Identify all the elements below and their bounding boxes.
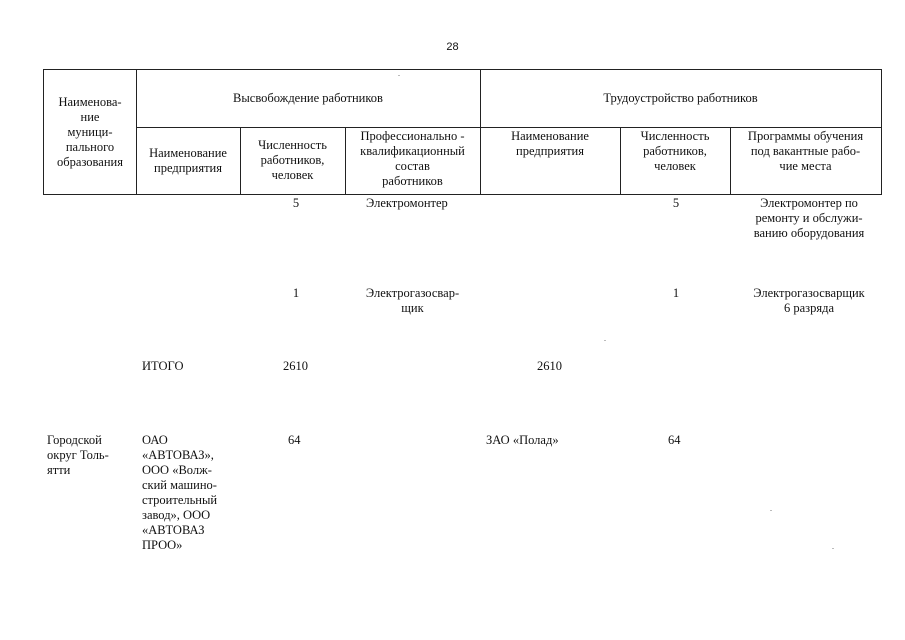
header-employment-enterprise: Наименование предприятия xyxy=(511,129,589,158)
header-employment-group: Трудоустройство работников xyxy=(603,91,758,105)
scan-speck xyxy=(604,340,606,341)
header-programs: Программы обучения под вакантные рабо- чие места xyxy=(747,129,864,173)
qualification-cell: Электромонтер xyxy=(366,196,448,210)
header-release-enterprise: Наименование предприятия xyxy=(149,145,227,175)
total-label: ИТОГО xyxy=(142,359,184,373)
release-enterprise-cell: ОАО «АВТОВАЗ», ООО «Волж- ский машино- строительный завод», ООО «АВТОВАЗ ПРОО» xyxy=(142,433,218,552)
release-count-cell: 5 xyxy=(292,196,300,210)
employment-count-cell: 64 xyxy=(668,433,681,447)
employment-total-count: 2610 xyxy=(537,359,562,373)
employment-count-cell: 5 xyxy=(672,196,680,210)
release-count-cell: 1 xyxy=(292,286,300,300)
header-release-group: Высвобождение работников xyxy=(233,91,383,105)
release-count-cell: 64 xyxy=(288,433,301,447)
page-number: 28 xyxy=(446,41,459,53)
municipality-cell: Городской округ Толь- ятти xyxy=(47,433,109,477)
release-total-count: 2610 xyxy=(283,359,308,373)
scan-speck xyxy=(832,548,834,549)
employment-enterprise-cell: ЗАО «Полад» xyxy=(486,433,559,447)
program-cell: Электромонтер по ремонту и обслужи- ванию оборудования xyxy=(753,196,865,240)
header-municipality: Наименова- ние муници- пального образования xyxy=(57,94,123,169)
scan-speck xyxy=(398,75,400,76)
scan-speck xyxy=(770,510,772,511)
table-header xyxy=(43,69,882,195)
header-release-count: Численность работников, человек xyxy=(258,138,327,182)
qualification-cell: Электрогазосвар- щик xyxy=(365,286,460,315)
header-employment-count: Численность работников, человек xyxy=(640,129,710,173)
header-qualification: Профессионально - квалификационный состав работников xyxy=(360,129,465,188)
employment-count-cell: 1 xyxy=(672,286,680,300)
program-cell: Электрогазосварщик 6 разряда xyxy=(753,286,865,315)
